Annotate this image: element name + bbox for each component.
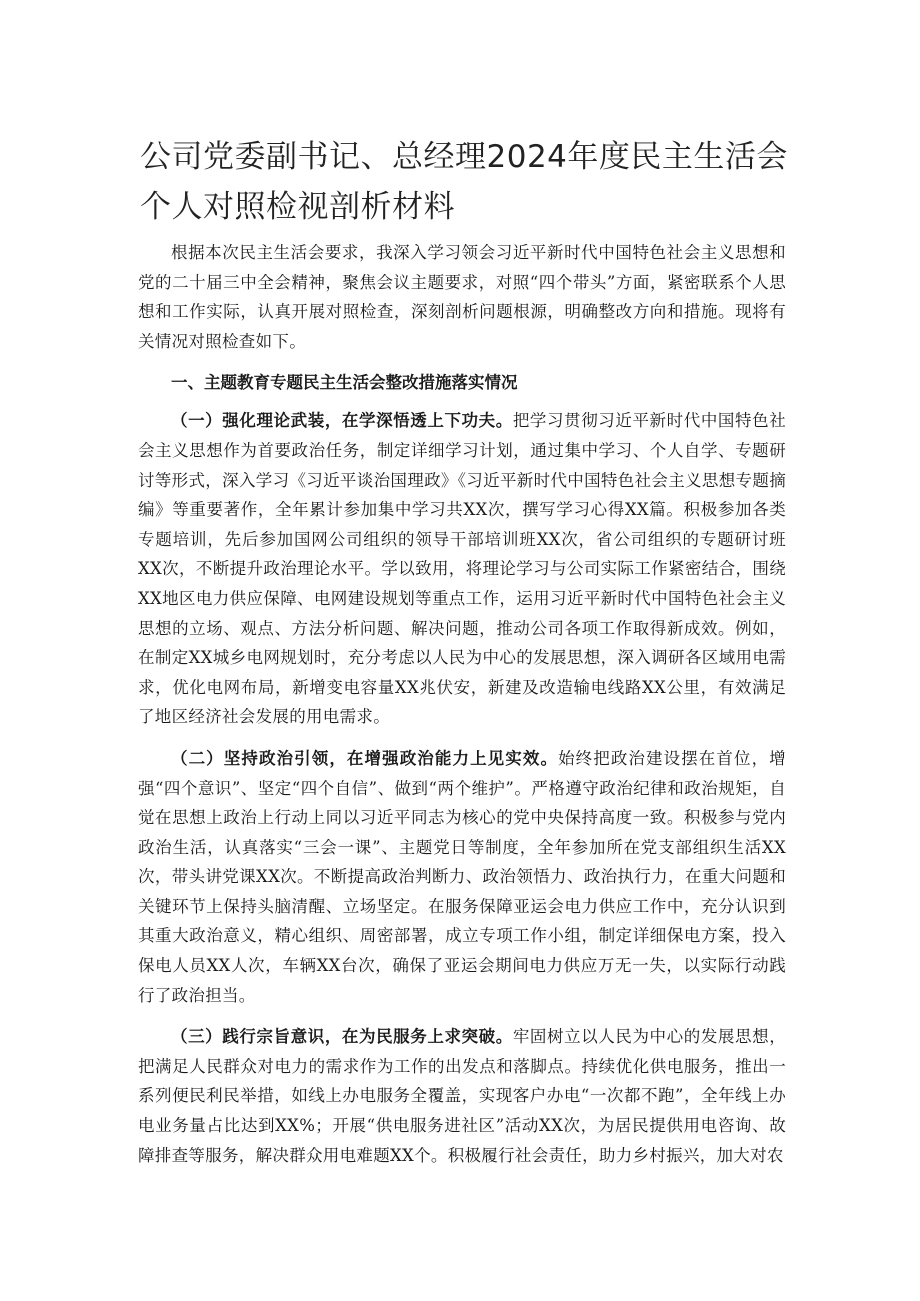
intro-paragraph: 根据本次民主生活会要求，我深入学习领会习近平新时代中国特色社会主义思想和党的二十届三中全会精神，聚焦会议主题要求，对照“四个带头”方面，紧密联系个人思想和工作实际，认真开展对照检查，深刻剖析问题根源，明确整改方向和措施。现将有关情况对照检查如下。 — [138, 243, 786, 351]
item-text-2: 始终把政治建设摆在首位，增强“四个意识”、坚定“四个自信”、做到“两个维护”。严格遵守政治纪律和政治规矩，自觉在思想上政治上行动上同以习近平同志为核心的党中央保持高度一致。积极参与党内政治生活，认真落实“三会一课”、主题党日等制度，全年参加所在党支部组织生活XX次，带头讲党课XX次。不断提高政治判断力、政治领悟力、政治执行力，在重大问题和关键环节上保持头脑清醒、立场坚定。在服务保障亚运会电力供应工作中，充分认识到其重大政治意义，精心组织、周密部署，成立专项工作小组，制定详细保电方案，投入保电人员XX人次，车辆XX台次，确保了亚运会期间电力供应万无一失，以实际行动践行了政治担当。 — [138, 748, 786, 1005]
item-text-3: 牢固树立以人民为中心的发展思想，把满足人民群众对电力的需求作为工作的出发点和落脚点。持续优化供电服务，推出一系列便民利民举措，如线上办电服务全覆盖，实现客户办电“一次都不跑”，全年线上办电业务量占比达到XX%；开展“供电服务进社区”活动XX次，为居民提供用电咨询、故障排查等服务，解决群众用电难题XX个。积极履行社会责任，助力乡村振兴，加大对农 — [138, 1027, 786, 1165]
item-lead-2: （二）坚持政治引领，在增强政治能力上见实效。 — [171, 748, 559, 768]
document-title: 公司党委副书记、总经理2024年度民主生活会个人对照检视剖析材料 — [140, 139, 788, 225]
item-lead-1: （一）强化理论武装，在学深悟透上下功夫。 — [171, 411, 513, 431]
item-paragraph-1 — [138, 406, 786, 732]
item-paragraph-3 — [138, 1022, 786, 1170]
item-text-1: 把学习贯彻习近平新时代中国特色社会主义思想作为首要政治任务，制定详细学习计划，通过集中学习、个人自学、专题研讨等形式，深入学习《习近平谈治国理政》《习近平新时代中国特色社会主义思想专题摘编》等重要著作，全年累计参加集中学习共XX次，撰写学习心得XX篇。积极参加各类专题培训，先后参加国网公司组织的领导干部培训班XX次，省公司组织的专题研讨班XX次，不断提升政治理论水平。学以致用，将理论学习与公司实际工作紧密结合，围绕XX地区电力供应保障、电网建设规划等重点工作，运用习近平新时代中国特色社会主义思想的立场、观点、方法分析问题、解决问题，推动公司各项工作取得新成效。例如，在制定XX城乡电网规划时，充分考虑以人民为中心的发展思想，深入调研各区域用电需求，优化电网布局，新增变电容量XX兆伏安，新建及改造输电线路XX公里，有效满足了地区经济社会发展的用电需求。 — [138, 411, 786, 727]
item-paragraph-2 — [138, 744, 786, 1010]
section-heading-1: 一、主题教育专题民主生活会整改措施落实情况 — [171, 373, 518, 393]
document-body — [138, 238, 786, 1182]
item-lead-3: （三）践行宗旨意识，在为民服务上求突破。 — [171, 1027, 513, 1047]
